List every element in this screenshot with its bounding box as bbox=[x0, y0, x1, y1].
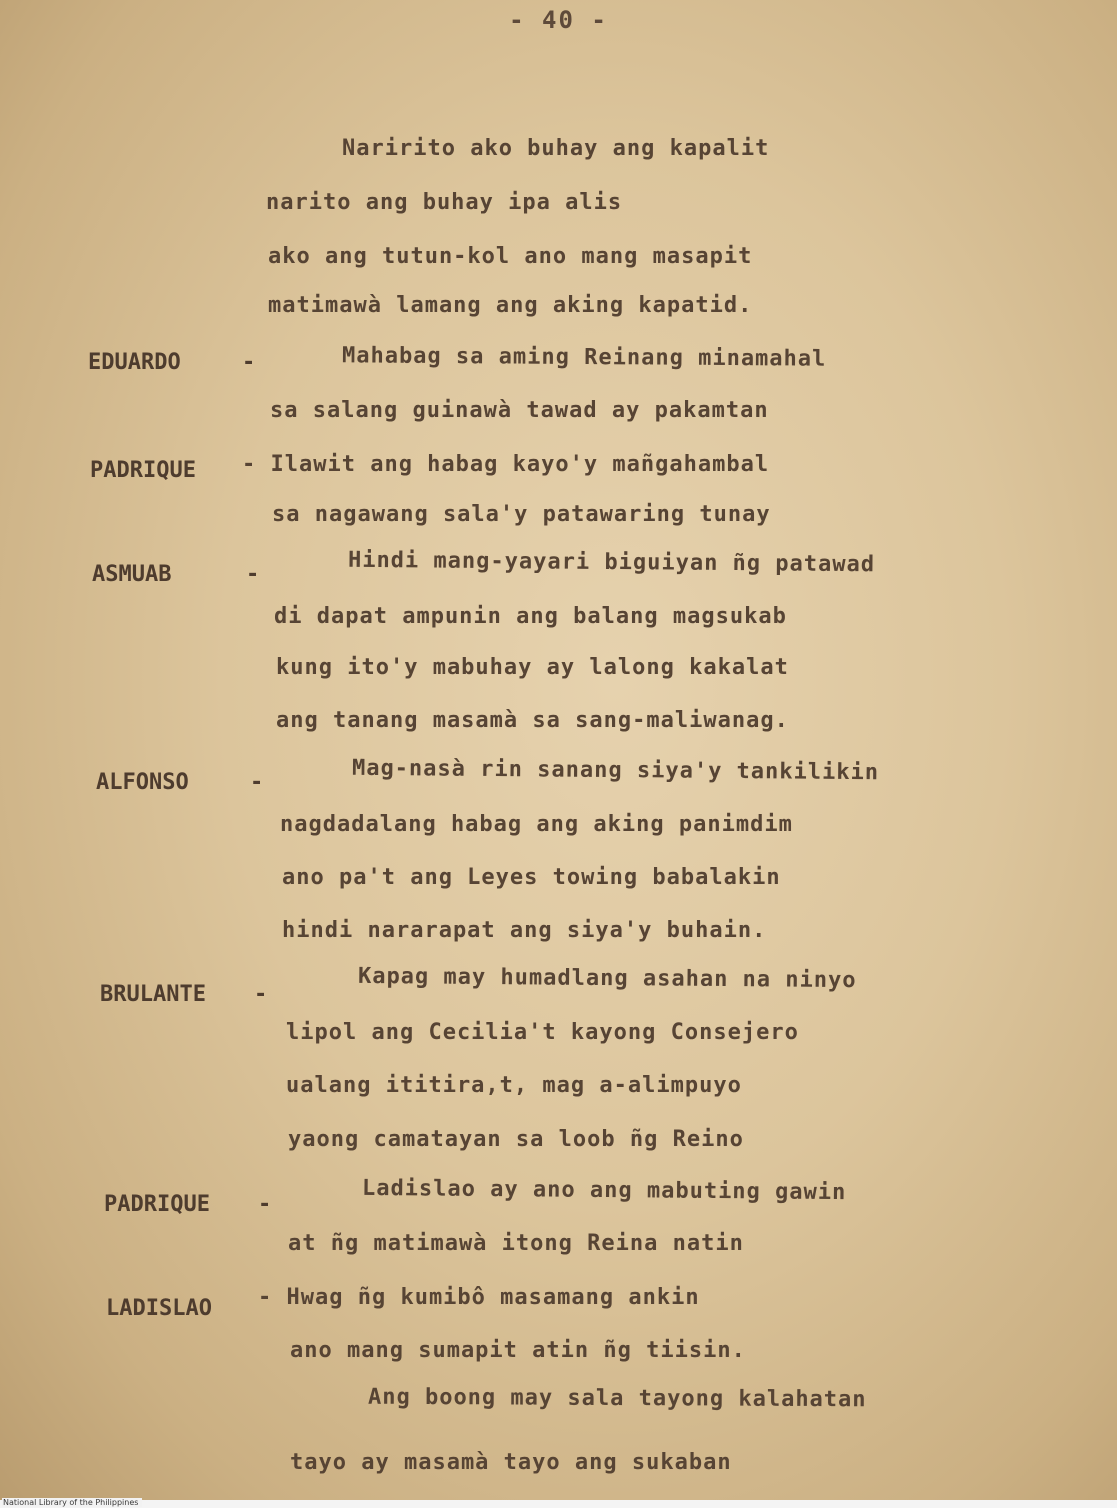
speaker-dash: - bbox=[254, 982, 268, 1007]
speaker-name: LADISLAO bbox=[106, 1296, 212, 1321]
verse-line: yaong camatayan sa loob ñg Reino bbox=[288, 1127, 744, 1152]
speaker-name: ASMUAB bbox=[92, 562, 172, 587]
verse-line: Ladislao ay ano ang mabuting gawin bbox=[361, 1175, 847, 1206]
archive-credit: National Library of the Philippines bbox=[2, 1498, 142, 1507]
verse-line: sa nagawang sala'y patawaring tunay bbox=[272, 502, 771, 527]
verse-line: Mag-nasà rin sanang siya'y tankilikin bbox=[351, 755, 880, 786]
verse-line: Ang boong may sala tayong kalahatan bbox=[367, 1384, 867, 1413]
verse-line: Hindi mang-yayari biguiyan ñg patawad bbox=[347, 547, 876, 578]
verse-line: tayo ay masamà tayo ang sukaban bbox=[290, 1450, 732, 1475]
verse-line: nagdadalang habag ang aking panimdim bbox=[280, 812, 793, 837]
verse-line: ang tanang masamà sa sang-maliwanag. bbox=[276, 708, 789, 733]
speaker-name: EDUARDO bbox=[88, 350, 181, 375]
verse-line: kung ito'y mabuhay ay lalong kakalat bbox=[276, 655, 789, 680]
speaker-dash: - bbox=[258, 1192, 272, 1217]
verse-line: narito ang buhay ipa alis bbox=[266, 190, 623, 215]
verse-line: sa salang guinawà tawad ay pakamtan bbox=[270, 398, 769, 423]
speaker-name: BRULANTE bbox=[100, 982, 206, 1007]
speaker-dash: - bbox=[250, 770, 264, 795]
speaker-dash: - bbox=[242, 350, 256, 375]
verse-line: - Ilawit ang habag kayo'y mañgahambal bbox=[242, 452, 770, 477]
verse-line: Naririto ako buhay ang kapalit bbox=[342, 136, 770, 161]
verse-line: - Hwag ñg kumibô masamang ankin bbox=[258, 1285, 700, 1310]
verse-line: ano mang sumapit atin ñg tiisin. bbox=[290, 1338, 746, 1363]
verse-line: Mahabag sa aming Reinang minamahal bbox=[341, 343, 827, 372]
verse-line: at ñg matimawà itong Reina natin bbox=[288, 1231, 744, 1256]
speaker-name: ALFONSO bbox=[96, 770, 189, 795]
verse-line: Kapag may humadlang asahan na ninyo bbox=[357, 963, 857, 994]
page-number: - 40 - bbox=[509, 6, 608, 34]
verse-line: lipol ang Cecilia't kayong Consejero bbox=[286, 1020, 799, 1045]
verse-line: di dapat ampunin ang balang magsukab bbox=[274, 604, 787, 629]
verse-line: ano pa't ang Leyes towing babalakin bbox=[282, 865, 781, 890]
speaker-name: PADRIQUE bbox=[90, 458, 196, 483]
scan-footer-band bbox=[0, 1500, 1117, 1508]
speaker-dash: - bbox=[246, 562, 260, 587]
speaker-name: PADRIQUE bbox=[104, 1192, 210, 1217]
verse-line: hindi nararapat ang siya'y buhain. bbox=[282, 918, 767, 943]
verse-line: ako ang tutun-kol ano mang masapit bbox=[268, 244, 753, 269]
verse-line: matimawà lamang ang aking kapatid. bbox=[268, 293, 753, 318]
verse-line: ualang ititira,t, mag a-alimpuyo bbox=[286, 1073, 742, 1098]
